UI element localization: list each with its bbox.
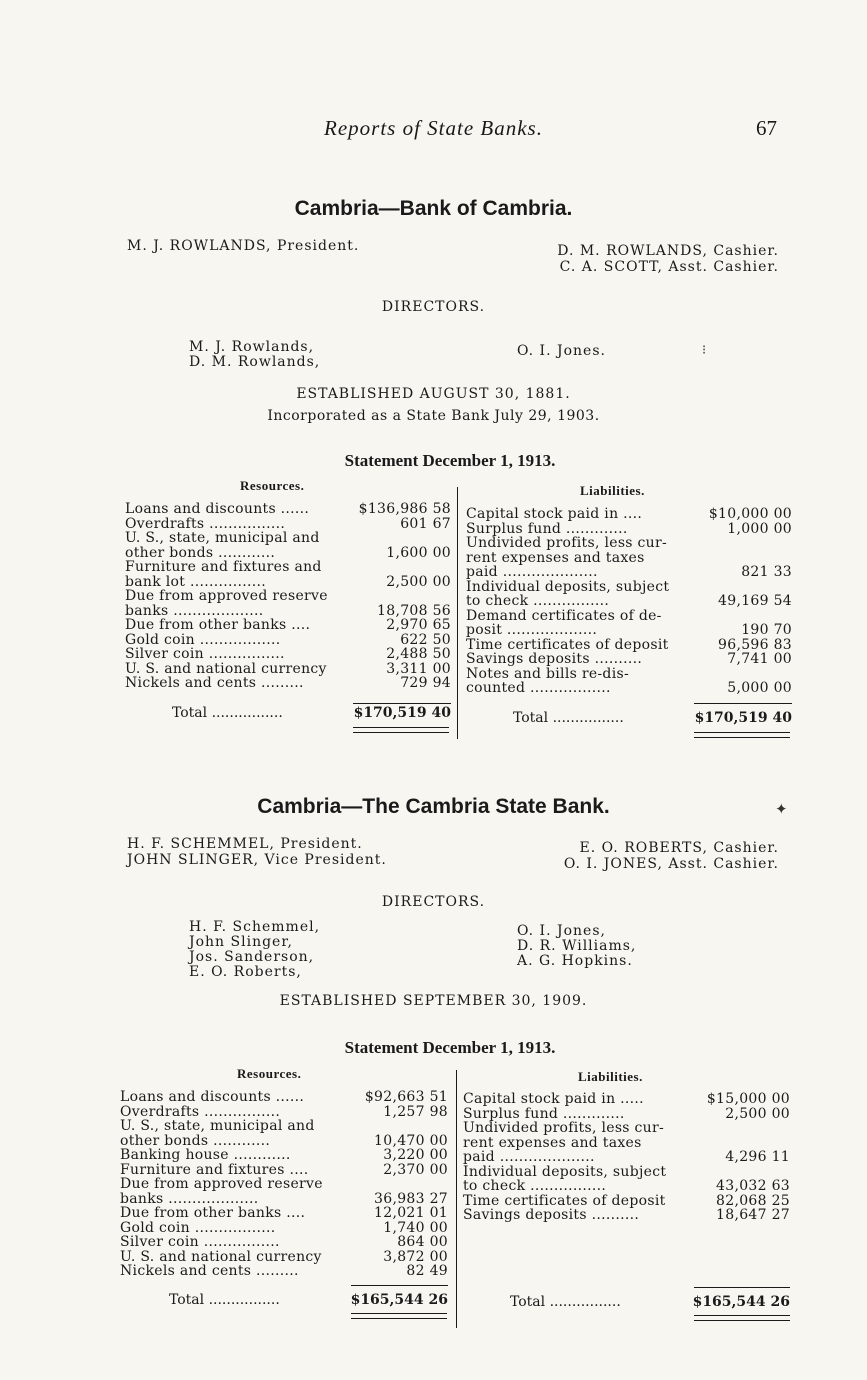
item-label: Loans and discounts ...... <box>120 1089 305 1105</box>
bank-title: Cambria—The Cambria State Bank. <box>257 795 610 818</box>
item-amount: 3,311 00 <box>386 660 451 677</box>
item-label: Savings deposits .......... <box>466 651 643 667</box>
resource-row <box>125 633 451 648</box>
item-label: Furniture and fixtures and <box>125 559 322 575</box>
resource-row <box>125 676 451 691</box>
resource-row <box>120 1119 448 1134</box>
liability-row <box>463 1121 790 1136</box>
resource-row <box>120 1163 448 1178</box>
directors-left <box>189 920 320 980</box>
officer-asst-cashier: C. A. SCOTT, Asst. Cashier. <box>559 259 779 275</box>
item-amount: 821 33 <box>741 564 792 580</box>
directors-right <box>517 344 606 359</box>
liability-row <box>463 1150 790 1165</box>
director: Jos. Sanderson, <box>189 949 315 965</box>
director: O. I. Jones. <box>517 343 606 359</box>
item-label: Due from other banks .... <box>120 1205 306 1221</box>
officer-president: H. F. SCHEMMEL, President. <box>127 836 363 852</box>
liability-row <box>466 507 792 522</box>
liability-row <box>466 652 792 667</box>
item-amount: 622 50 <box>400 631 451 648</box>
directors-heading: DIRECTORS. <box>381 299 486 315</box>
item-label: to check ................ <box>466 593 610 609</box>
total-label: Total ................ <box>172 705 283 721</box>
item-amount: 4,296 11 <box>725 1149 790 1165</box>
liability-row <box>466 638 792 653</box>
scan-mark: ✦ <box>775 800 788 818</box>
item-amount: 190 70 <box>741 622 792 638</box>
total-amount: $170,519 40 <box>694 710 792 726</box>
director: John Slinger, <box>189 934 293 950</box>
total-label: Total ................ <box>513 710 624 726</box>
resources-list <box>120 1090 448 1279</box>
item-amount: $15,000 00 <box>706 1091 790 1107</box>
item-label: paid .................... <box>466 564 598 580</box>
item-amount: 2,500 00 <box>386 573 451 590</box>
page-number: 67 <box>756 116 777 140</box>
subtotal-rule <box>694 703 792 704</box>
item-amount: 3,872 00 <box>383 1248 448 1265</box>
bank-title: Cambria—Bank of Cambria. <box>294 197 573 220</box>
item-label: to check ................ <box>463 1178 607 1194</box>
statement-title: Statement December 1, 1913. <box>344 451 556 470</box>
item-amount: 82,068 25 <box>716 1192 790 1209</box>
double-rule <box>353 727 449 733</box>
item-label: Gold coin ................. <box>125 631 281 648</box>
officers-left <box>127 836 387 868</box>
item-amount: 1,600 00 <box>386 544 451 561</box>
item-label: Overdrafts ................ <box>125 515 286 532</box>
resource-row <box>125 618 451 633</box>
resource-row <box>120 1235 448 1250</box>
liability-row <box>463 1208 790 1223</box>
double-rule <box>694 732 790 738</box>
item-amount: 18,708 56 <box>377 602 451 619</box>
item-label: Due from approved reserve <box>125 588 328 604</box>
item-label: Demand certificates of de- <box>466 607 662 624</box>
director: D. R. Williams, <box>517 938 637 954</box>
item-amount: 2,500 00 <box>725 1105 790 1122</box>
resource-row <box>125 589 451 604</box>
resources-heading: Resources. <box>237 1066 302 1081</box>
resource-row <box>120 1264 448 1279</box>
resource-row <box>120 1250 448 1265</box>
directors-right <box>517 924 636 969</box>
liability-row <box>463 1092 790 1107</box>
item-label: posit ................... <box>466 622 598 638</box>
double-rule <box>694 1315 790 1321</box>
resource-row <box>120 1090 448 1105</box>
item-label: U. S., state, municipal and <box>125 530 320 546</box>
item-amount: 82 49 <box>406 1263 448 1279</box>
item-amount: 3,220 00 <box>383 1147 448 1163</box>
established-line: ESTABLISHED AUGUST 30, 1881. <box>296 386 571 402</box>
liabilities-list <box>466 507 792 696</box>
item-label: paid .................... <box>463 1149 595 1165</box>
liability-row <box>463 1136 790 1151</box>
running-title: Reports of State Banks. <box>324 116 543 140</box>
item-amount: 36,983 27 <box>374 1190 448 1207</box>
item-label: Silver coin ................ <box>125 646 285 662</box>
item-label: U. S., state, municipal and <box>120 1118 315 1134</box>
director: D. M. Rowlands, <box>189 354 321 370</box>
resource-row <box>125 662 451 677</box>
item-amount: $10,000 00 <box>708 506 792 522</box>
resources-list <box>125 502 451 691</box>
directors-left <box>189 340 320 370</box>
item-label: Gold coin ................. <box>120 1219 276 1236</box>
item-label: Notes and bills re-dis- <box>466 665 629 682</box>
liability-row <box>466 667 792 682</box>
director: H. F. Schemmel, <box>189 919 321 935</box>
resource-row <box>125 560 451 575</box>
total-amount: $170,519 40 <box>353 705 451 721</box>
director: M. J. Rowlands, <box>189 339 315 355</box>
resource-row <box>125 575 451 590</box>
liability-row <box>463 1179 790 1194</box>
liability-row <box>466 565 792 580</box>
item-label: Nickels and cents ......... <box>120 1263 299 1279</box>
subtotal-rule <box>353 703 451 704</box>
total-amount: $165,544 26 <box>692 1294 790 1310</box>
director: E. O. Roberts, <box>189 964 302 980</box>
director: A. G. Hopkins. <box>517 953 633 969</box>
officers-left <box>127 238 359 254</box>
liability-row <box>466 536 792 551</box>
officer-asst-cashier: O. I. JONES, Asst. Cashier. <box>563 856 779 872</box>
item-label: Surplus fund ............. <box>463 1105 625 1122</box>
item-amount: 864 00 <box>397 1234 448 1250</box>
item-label: Time certificates of deposit <box>466 636 669 653</box>
liabilities-heading: Liabilities. <box>578 1069 643 1084</box>
item-label: Surplus fund ............. <box>466 520 628 537</box>
item-amount: 18,647 27 <box>716 1207 790 1223</box>
liability-row <box>466 551 792 566</box>
liabilities-heading: Liabilities. <box>580 483 645 498</box>
item-label: Overdrafts ................ <box>120 1103 281 1120</box>
item-amount: 601 67 <box>400 515 451 532</box>
item-amount: 2,488 50 <box>386 646 451 662</box>
liability-row <box>466 609 792 624</box>
item-label: Loans and discounts ...... <box>125 501 310 517</box>
resource-row <box>120 1177 448 1192</box>
item-label: counted ................. <box>466 680 611 696</box>
liability-row <box>463 1107 790 1122</box>
item-label: Time certificates of deposit <box>463 1192 666 1209</box>
subtotal-rule <box>694 1287 790 1288</box>
item-amount: 5,000 00 <box>727 680 792 696</box>
item-amount: 1,257 98 <box>383 1103 448 1120</box>
item-amount: 1,740 00 <box>383 1219 448 1236</box>
item-amount: 43,032 63 <box>716 1178 790 1194</box>
liability-row <box>466 594 792 609</box>
resource-row <box>125 502 451 517</box>
liability-row <box>466 681 792 696</box>
column-divider <box>457 487 458 739</box>
resource-row <box>120 1206 448 1221</box>
item-label: Undivided profits, less cur- <box>466 535 668 551</box>
officer-vice-president: JOHN SLINGER, Vice President. <box>127 852 387 868</box>
item-label: rent expenses and taxes <box>466 549 645 566</box>
item-label: Due from approved reserve <box>120 1176 323 1192</box>
officer-cashier: E. O. ROBERTS, Cashier. <box>579 840 779 856</box>
directors-heading: DIRECTORS. <box>381 894 486 910</box>
item-label: bank lot ................ <box>125 573 266 590</box>
total-amount: $165,544 26 <box>350 1292 448 1308</box>
item-amount: $92,663 51 <box>364 1089 448 1105</box>
established-line: ESTABLISHED SEPTEMBER 30, 1909. <box>279 993 588 1009</box>
resource-row <box>120 1148 448 1163</box>
item-label: Banking house ............ <box>120 1147 291 1163</box>
item-amount: 96,596 83 <box>718 636 792 653</box>
item-label: other bonds ............ <box>120 1132 271 1149</box>
item-amount: 7,741 00 <box>727 651 792 667</box>
item-label: Capital stock paid in ..... <box>463 1091 644 1107</box>
resource-row <box>120 1221 448 1236</box>
item-amount: 49,169 54 <box>718 593 792 609</box>
statement-title: Statement December 1, 1913. <box>344 1038 556 1057</box>
running-head <box>0 116 867 142</box>
resource-row <box>125 531 451 546</box>
liability-row <box>463 1194 790 1209</box>
officers-right <box>557 243 779 275</box>
officers-right <box>564 840 779 872</box>
item-amount: 1,000 00 <box>727 520 792 537</box>
liability-row <box>463 1165 790 1180</box>
item-label: Individual deposits, subject <box>466 578 670 595</box>
item-label: U. S. and national currency <box>120 1248 322 1265</box>
column-divider <box>456 1070 457 1328</box>
item-label: rent expenses and taxes <box>463 1134 642 1151</box>
director: O. I. Jones, <box>517 923 606 939</box>
item-label: Individual deposits, subject <box>463 1163 667 1180</box>
double-rule <box>351 1313 447 1319</box>
subtotal-rule <box>351 1285 448 1286</box>
item-label: other bonds ............ <box>125 544 276 561</box>
officer-cashier: D. M. ROWLANDS, Cashier. <box>557 243 779 259</box>
resource-row <box>125 604 451 619</box>
resources-heading: Resources. <box>240 478 305 493</box>
item-label: Capital stock paid in .... <box>466 506 643 522</box>
liability-row <box>466 580 792 595</box>
item-label: U. S. and national currency <box>125 660 327 677</box>
officer-president: M. J. ROWLANDS, President. <box>127 238 360 254</box>
incorporated-line: Incorporated as a State Bank July 29, 1903. <box>267 408 600 424</box>
item-label: Silver coin ................ <box>120 1234 280 1250</box>
resource-row <box>125 517 451 532</box>
resource-row <box>120 1192 448 1207</box>
item-label: Undivided profits, less cur- <box>463 1120 665 1136</box>
item-label: banks ................... <box>120 1190 259 1207</box>
resource-row <box>120 1105 448 1120</box>
item-label: Furniture and fixtures .... <box>120 1161 309 1178</box>
item-label: banks ................... <box>125 602 264 619</box>
total-label: Total ................ <box>510 1294 621 1310</box>
item-label: Due from other banks .... <box>125 617 311 633</box>
item-label: Nickels and cents ......... <box>125 675 304 691</box>
liabilities-list <box>463 1092 790 1223</box>
liability-row <box>466 522 792 537</box>
item-amount: 729 94 <box>400 675 451 691</box>
scan-mark: ⁝ <box>702 343 707 358</box>
item-label: Savings deposits .......... <box>463 1207 640 1223</box>
resource-row <box>125 546 451 561</box>
item-amount: 2,370 00 <box>383 1161 448 1178</box>
resource-row <box>125 647 451 662</box>
item-amount: 2,970 65 <box>386 617 451 633</box>
item-amount: $136,986 58 <box>358 501 451 517</box>
item-amount: 12,021 01 <box>374 1205 448 1221</box>
liability-row <box>466 623 792 638</box>
total-label: Total ................ <box>169 1292 280 1308</box>
resource-row <box>120 1134 448 1149</box>
item-amount: 10,470 00 <box>374 1132 448 1149</box>
